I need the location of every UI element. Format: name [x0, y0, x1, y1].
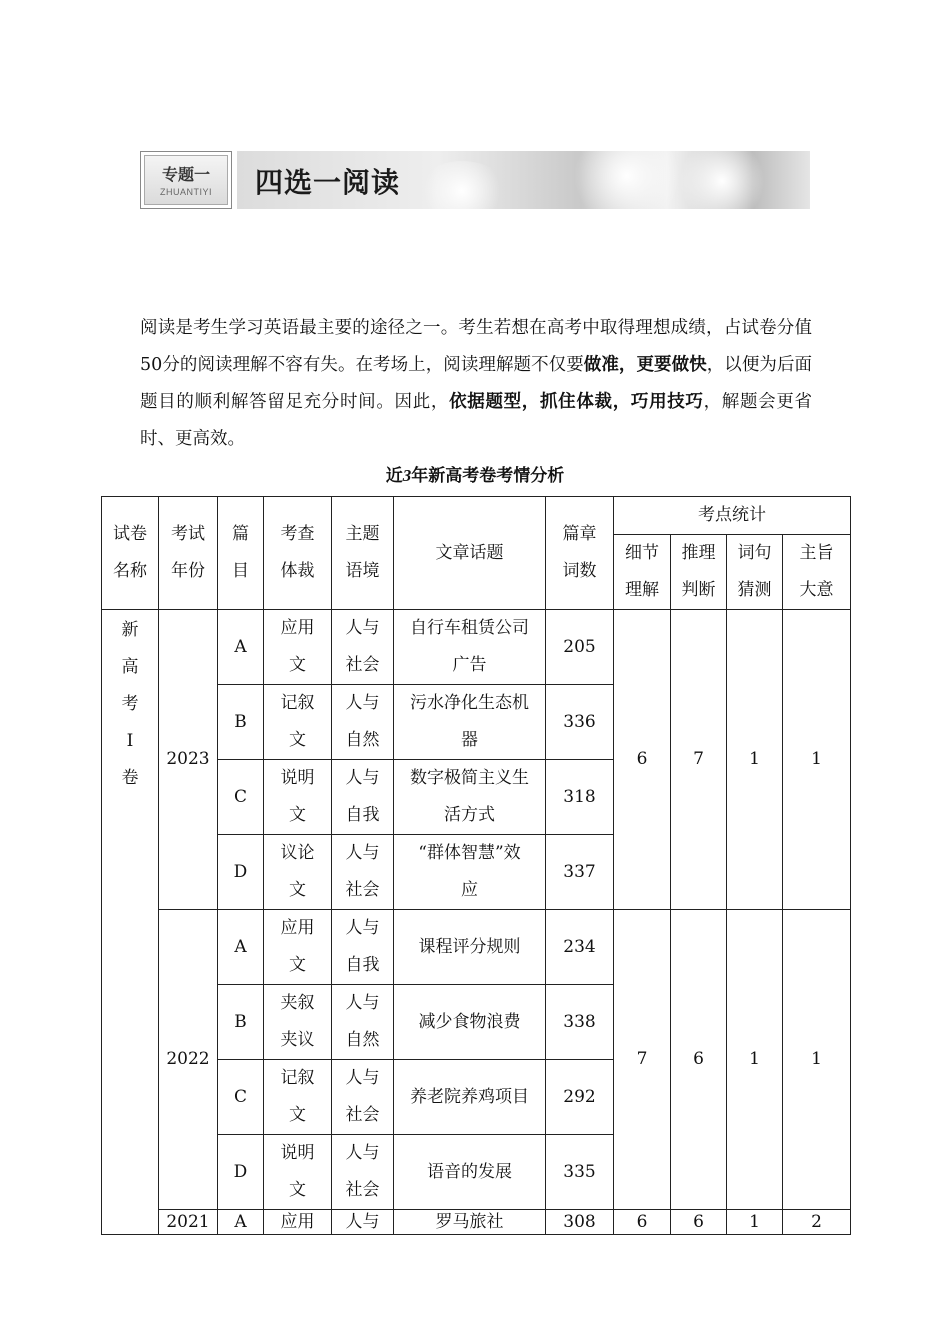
header-genre: 考查 体裁	[264, 497, 332, 610]
words-cell: 308	[546, 1210, 614, 1235]
topic-cell: 罗马旅社	[394, 1210, 546, 1235]
caption-pre: 近	[385, 466, 403, 486]
header-inference: 推理 判断	[671, 535, 727, 610]
words-cell: 205	[546, 610, 614, 685]
topic-tag	[140, 151, 232, 209]
inference-count: 6	[671, 1210, 727, 1235]
intro-text-3: ，以便为后面题目的顺利解答留足充分时间。因此，	[140, 355, 813, 412]
genre-cell: 夹叙 夹议	[264, 985, 332, 1060]
genre-cell: 说明 文	[264, 1135, 332, 1210]
vocab-count: 1	[727, 610, 783, 910]
header-words: 篇章 词数	[546, 497, 614, 610]
header-paper: 试卷 名称	[102, 497, 159, 610]
inference-count: 7	[671, 610, 727, 910]
year-cell: 2021	[159, 1210, 218, 1235]
article-id: A	[218, 910, 264, 985]
year-cell: 2023	[159, 610, 218, 910]
topic-cell: 自行车租赁公司 广告	[394, 610, 546, 685]
detail-count: 6	[614, 610, 671, 910]
topic-cell: 污水净化生态机 器	[394, 685, 546, 760]
table-row	[102, 910, 851, 985]
topic-cell: 减少食物浪费	[394, 985, 546, 1060]
article-id: C	[218, 1060, 264, 1135]
theme-cell: 人与 社会	[332, 835, 394, 910]
genre-cell: 议论 文	[264, 835, 332, 910]
header-vocab: 词句 猜测	[727, 535, 783, 610]
theme-cell: 人与 社会	[332, 1135, 394, 1210]
genre-cell: 记叙 文	[264, 685, 332, 760]
table-caption	[0, 461, 950, 486]
section-banner	[140, 151, 810, 209]
genre-cell: 应用 文	[264, 610, 332, 685]
detail-count: 6	[614, 1210, 671, 1235]
article-id: C	[218, 760, 264, 835]
header-topic: 文章话题	[394, 497, 546, 610]
table-row	[102, 1210, 851, 1235]
article-id: D	[218, 1135, 264, 1210]
analysis-table	[101, 496, 851, 1235]
theme-cell: 人与 自我	[332, 910, 394, 985]
caption-num: 3	[402, 466, 412, 485]
topic-cell: 养老院养鸡项目	[394, 1060, 546, 1135]
main-count: 1	[783, 610, 851, 910]
words-cell: 336	[546, 685, 614, 760]
intro-emphasis-2: 依据题型，抓住体裁，巧用技巧	[449, 392, 704, 412]
words-cell: 318	[546, 760, 614, 835]
words-cell: 234	[546, 910, 614, 985]
topic-cell: 语音的发展	[394, 1135, 546, 1210]
table-row	[102, 610, 851, 685]
main-count: 2	[783, 1210, 851, 1235]
theme-cell: 人与 自然	[332, 985, 394, 1060]
genre-cell: 应用	[264, 1210, 332, 1235]
intro-score: 50	[140, 355, 163, 375]
intro-text-2: 分的阅读理解不容有失。在考场上，阅读理解题不仅要	[162, 355, 584, 375]
intro-paragraph	[140, 310, 812, 458]
article-id: A	[218, 610, 264, 685]
inference-count: 6	[671, 910, 727, 1210]
genre-cell: 记叙 文	[264, 1060, 332, 1135]
header-year: 考试 年份	[159, 497, 218, 610]
article-id: D	[218, 835, 264, 910]
header-detail: 细节 理解	[614, 535, 671, 610]
header-theme: 主题 语境	[332, 497, 394, 610]
genre-cell: 应用 文	[264, 910, 332, 985]
words-cell: 335	[546, 1135, 614, 1210]
topic-tag-label: 专题一	[161, 165, 210, 184]
topic-cell: 数字极简主义生 活方式	[394, 760, 546, 835]
words-cell: 292	[546, 1060, 614, 1135]
article-id: B	[218, 985, 264, 1060]
article-id: B	[218, 685, 264, 760]
intro-text-1: 阅读是考生学习英语最主要的途径之一。考生若想在高考中取得理想成绩，占试卷分值	[140, 318, 812, 338]
vocab-count: 1	[727, 1210, 783, 1235]
topic-cell: 课程评分规则	[394, 910, 546, 985]
theme-cell: 人与 社会	[332, 610, 394, 685]
header-stats: 考点统计	[614, 497, 851, 535]
main-count: 1	[783, 910, 851, 1210]
words-cell: 338	[546, 985, 614, 1060]
header-main: 主旨 大意	[783, 535, 851, 610]
words-cell: 337	[546, 835, 614, 910]
year-cell: 2022	[159, 910, 218, 1210]
vocab-count: 1	[727, 910, 783, 1210]
caption-post: 年新高考卷考情分析	[411, 466, 565, 486]
topic-tag-pinyin: ZHUANTIYI	[159, 187, 212, 197]
topic-cell: “群体智慧”效 应	[394, 835, 546, 910]
header-article: 篇 目	[218, 497, 264, 610]
paper-name: 新 高 考 Ⅰ 卷	[102, 610, 159, 1235]
detail-count: 7	[614, 910, 671, 1210]
article-id: A	[218, 1210, 264, 1235]
intro-text-4: ，解题会更省时、更高效。	[140, 392, 813, 449]
theme-cell: 人与 自然	[332, 685, 394, 760]
theme-cell: 人与	[332, 1210, 394, 1235]
theme-cell: 人与 自我	[332, 760, 394, 835]
genre-cell: 说明 文	[264, 760, 332, 835]
intro-emphasis-1: 做准，更要做快	[583, 355, 707, 375]
title-bar	[237, 151, 810, 209]
theme-cell: 人与 社会	[332, 1060, 394, 1135]
section-title: 四选一阅读	[255, 166, 401, 199]
